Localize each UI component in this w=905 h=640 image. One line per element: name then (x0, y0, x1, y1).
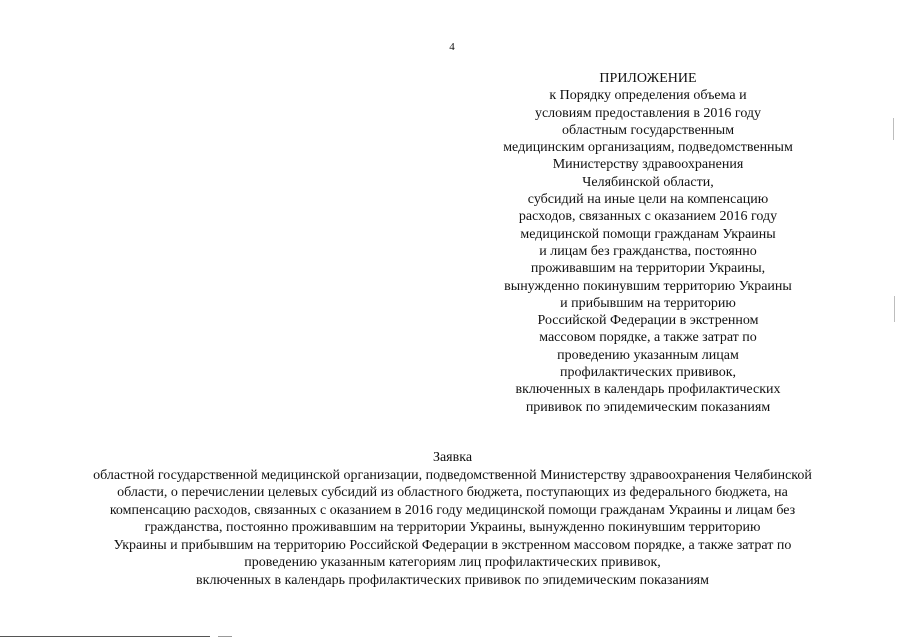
appendix-line: включенных в календарь профилактических (515, 382, 781, 398)
scan-artifact-right-mark (893, 118, 894, 140)
request-line: проведению указанным категориям лиц профилактических прививок, (244, 555, 661, 570)
appendix-line: профилактических прививок, (560, 365, 736, 381)
scan-artifact-bottom-line (0, 636, 210, 637)
appendix-header (448, 70, 848, 416)
request-line: области, о перечислении целевых субсидий из областного бюджета, поступающих из федерального бюджета, на (117, 485, 788, 500)
appendix-title: ПРИЛОЖЕНИЕ (599, 71, 697, 86)
appendix-line: Российской Федерации в экстренном (537, 313, 759, 329)
appendix-line: субсидий на иные цели на компенсацию (527, 192, 769, 208)
appendix-line: Министерству здравоохранения (552, 157, 744, 173)
appendix-line: и лицам без гражданства, постоянно (539, 243, 757, 259)
request-line: гражданства, постоянно проживавшим на территории Украины, вынужденно покинувшим территорию (144, 520, 761, 535)
request-title: Заявка (432, 450, 473, 465)
appendix-line: проведению указанным лицам (557, 347, 739, 363)
page-number: 4 (449, 41, 455, 53)
appendix-line: проживавшим на территории Украины, (530, 261, 766, 277)
request-line: областной государственной медицинской организации, подведомственной Министерству здравоохранения Челябинской (93, 467, 812, 483)
request-line: Украины и прибывшим на территорию Российской Федерации в экстренном массовом порядке, а также затрат по (113, 537, 792, 553)
appendix-line: прививок по эпидемическим показаниям (525, 399, 771, 415)
appendix-line: областным государственным (561, 122, 735, 138)
appendix-line: массовом порядке, а также затрат по (539, 330, 757, 346)
appendix-line: вынужденно покинувшим территорию Украины (504, 278, 792, 294)
appendix-line: Челябинской области, (582, 174, 714, 190)
request-block (20, 449, 885, 589)
appendix-line: медицинской помощи гражданам Украины (520, 226, 776, 242)
scan-artifact-right-mark (894, 296, 895, 322)
scan-artifact-bottom-dots (218, 636, 232, 637)
appendix-line: медицинским организациям, подведомственным (503, 140, 793, 156)
appendix-line: расходов, связанных с оказанием 2016 году (518, 209, 778, 225)
request-line: компенсацию расходов, связанных с оказанием в 2016 году медицинской помощи гражданам Украины и лицам без (109, 502, 796, 518)
request-line: включенных в календарь профилактических прививок по эпидемическим показаниям (196, 572, 709, 588)
appendix-line: и прибывшим на территорию (560, 295, 736, 311)
appendix-line: условиям предоставления в 2016 году (534, 105, 762, 121)
appendix-line: к Порядку определения объема и (549, 88, 747, 104)
